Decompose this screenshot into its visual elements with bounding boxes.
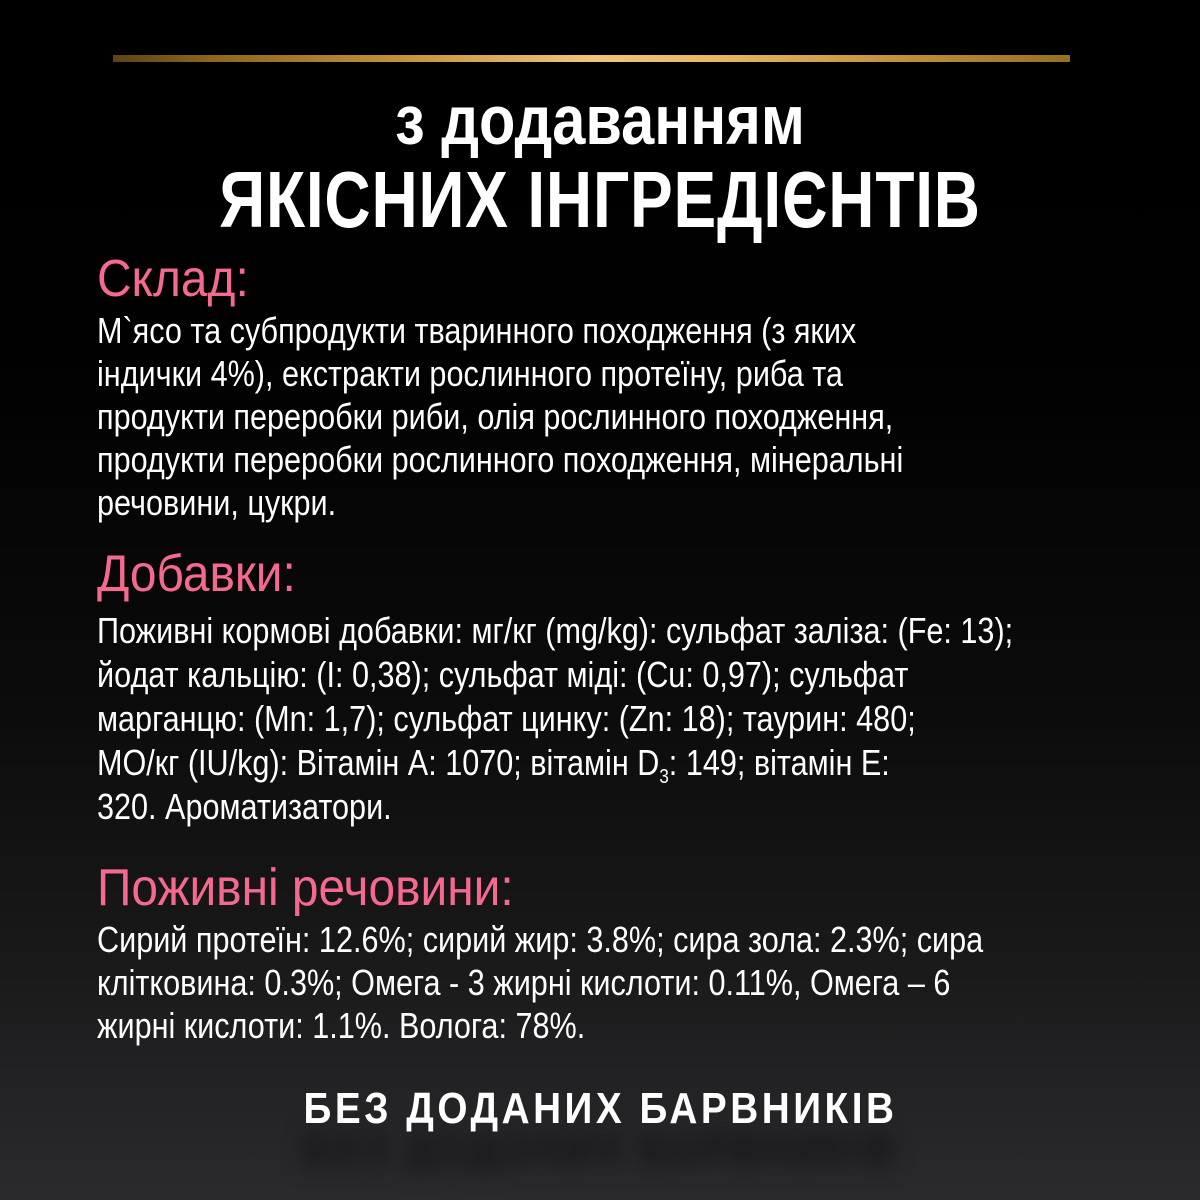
text-line: індички 4%), екстракти рослинного протеїну, риба та bbox=[97, 353, 843, 394]
section-composition-heading: Склад: bbox=[97, 250, 249, 308]
section-nutrients-text bbox=[97, 918, 1142, 1047]
section-additives-heading: Добавки: bbox=[97, 545, 296, 603]
text-line: М`ясо та субпродукти тваринного походження (з яких bbox=[97, 310, 857, 351]
section-additives-text bbox=[97, 609, 1142, 829]
text-line: речовини, цукри. bbox=[97, 482, 337, 523]
no-added-colorants-claim: БЕЗ ДОДАНИХ БАРВНИКІВ bbox=[303, 1084, 897, 1133]
section-nutrients bbox=[97, 859, 1142, 1047]
section-composition bbox=[97, 250, 1142, 524]
section-composition-text bbox=[97, 309, 1142, 524]
header-title: ЯКІСНИХ ІНГРЕДІЄНТІВ bbox=[219, 155, 981, 244]
section-nutrients-heading: Поживні речовини: bbox=[97, 859, 514, 917]
footer bbox=[0, 1085, 1200, 1133]
text-line: клітковина: 0.3%; Омега - 3 жирні кислоти: 0.11%, Омега – 6 bbox=[97, 962, 951, 1003]
text-line: Сирий протеїн: 12.6%; сирий жир: 3.8%; сира зола: 2.3%; сира bbox=[97, 919, 984, 960]
vitamins-text-before: МО/кг (IU/kg): Вітамін A: 1070; вітамін D bbox=[97, 742, 660, 783]
vitamin-d3-subscript: 3 bbox=[659, 766, 669, 789]
section-additives bbox=[97, 545, 1142, 829]
header-subtitle: з додаванням bbox=[395, 81, 805, 159]
text-line: 320. Ароматизатори. bbox=[97, 786, 392, 827]
text-line: продукти переробки риби, олія рослинного походження, bbox=[97, 396, 894, 437]
text-line: Поживні кормові добавки: мг/кг (mg/kg): сульфат заліза: (Fe: 13); bbox=[97, 610, 1014, 651]
text-line: йодат кальцію: (I: 0,38); сульфат міді: (Cu: 0,97); сульфат bbox=[97, 654, 909, 695]
gold-divider-bar bbox=[113, 55, 1070, 62]
vitamins-text-after: : 149; вітамін E: bbox=[668, 742, 890, 783]
text-line: марганцю: (Mn: 1,7); сульфат цинку: (Zn: 18); таурин: 480; bbox=[97, 698, 916, 739]
text-line-vitamins bbox=[97, 741, 985, 789]
text-line: жирні кислоти: 1.1%. Волога: 78%. bbox=[97, 1005, 586, 1046]
header bbox=[0, 81, 1200, 244]
text-line: продукти переробки рослинного походження, мінеральні bbox=[97, 439, 904, 480]
